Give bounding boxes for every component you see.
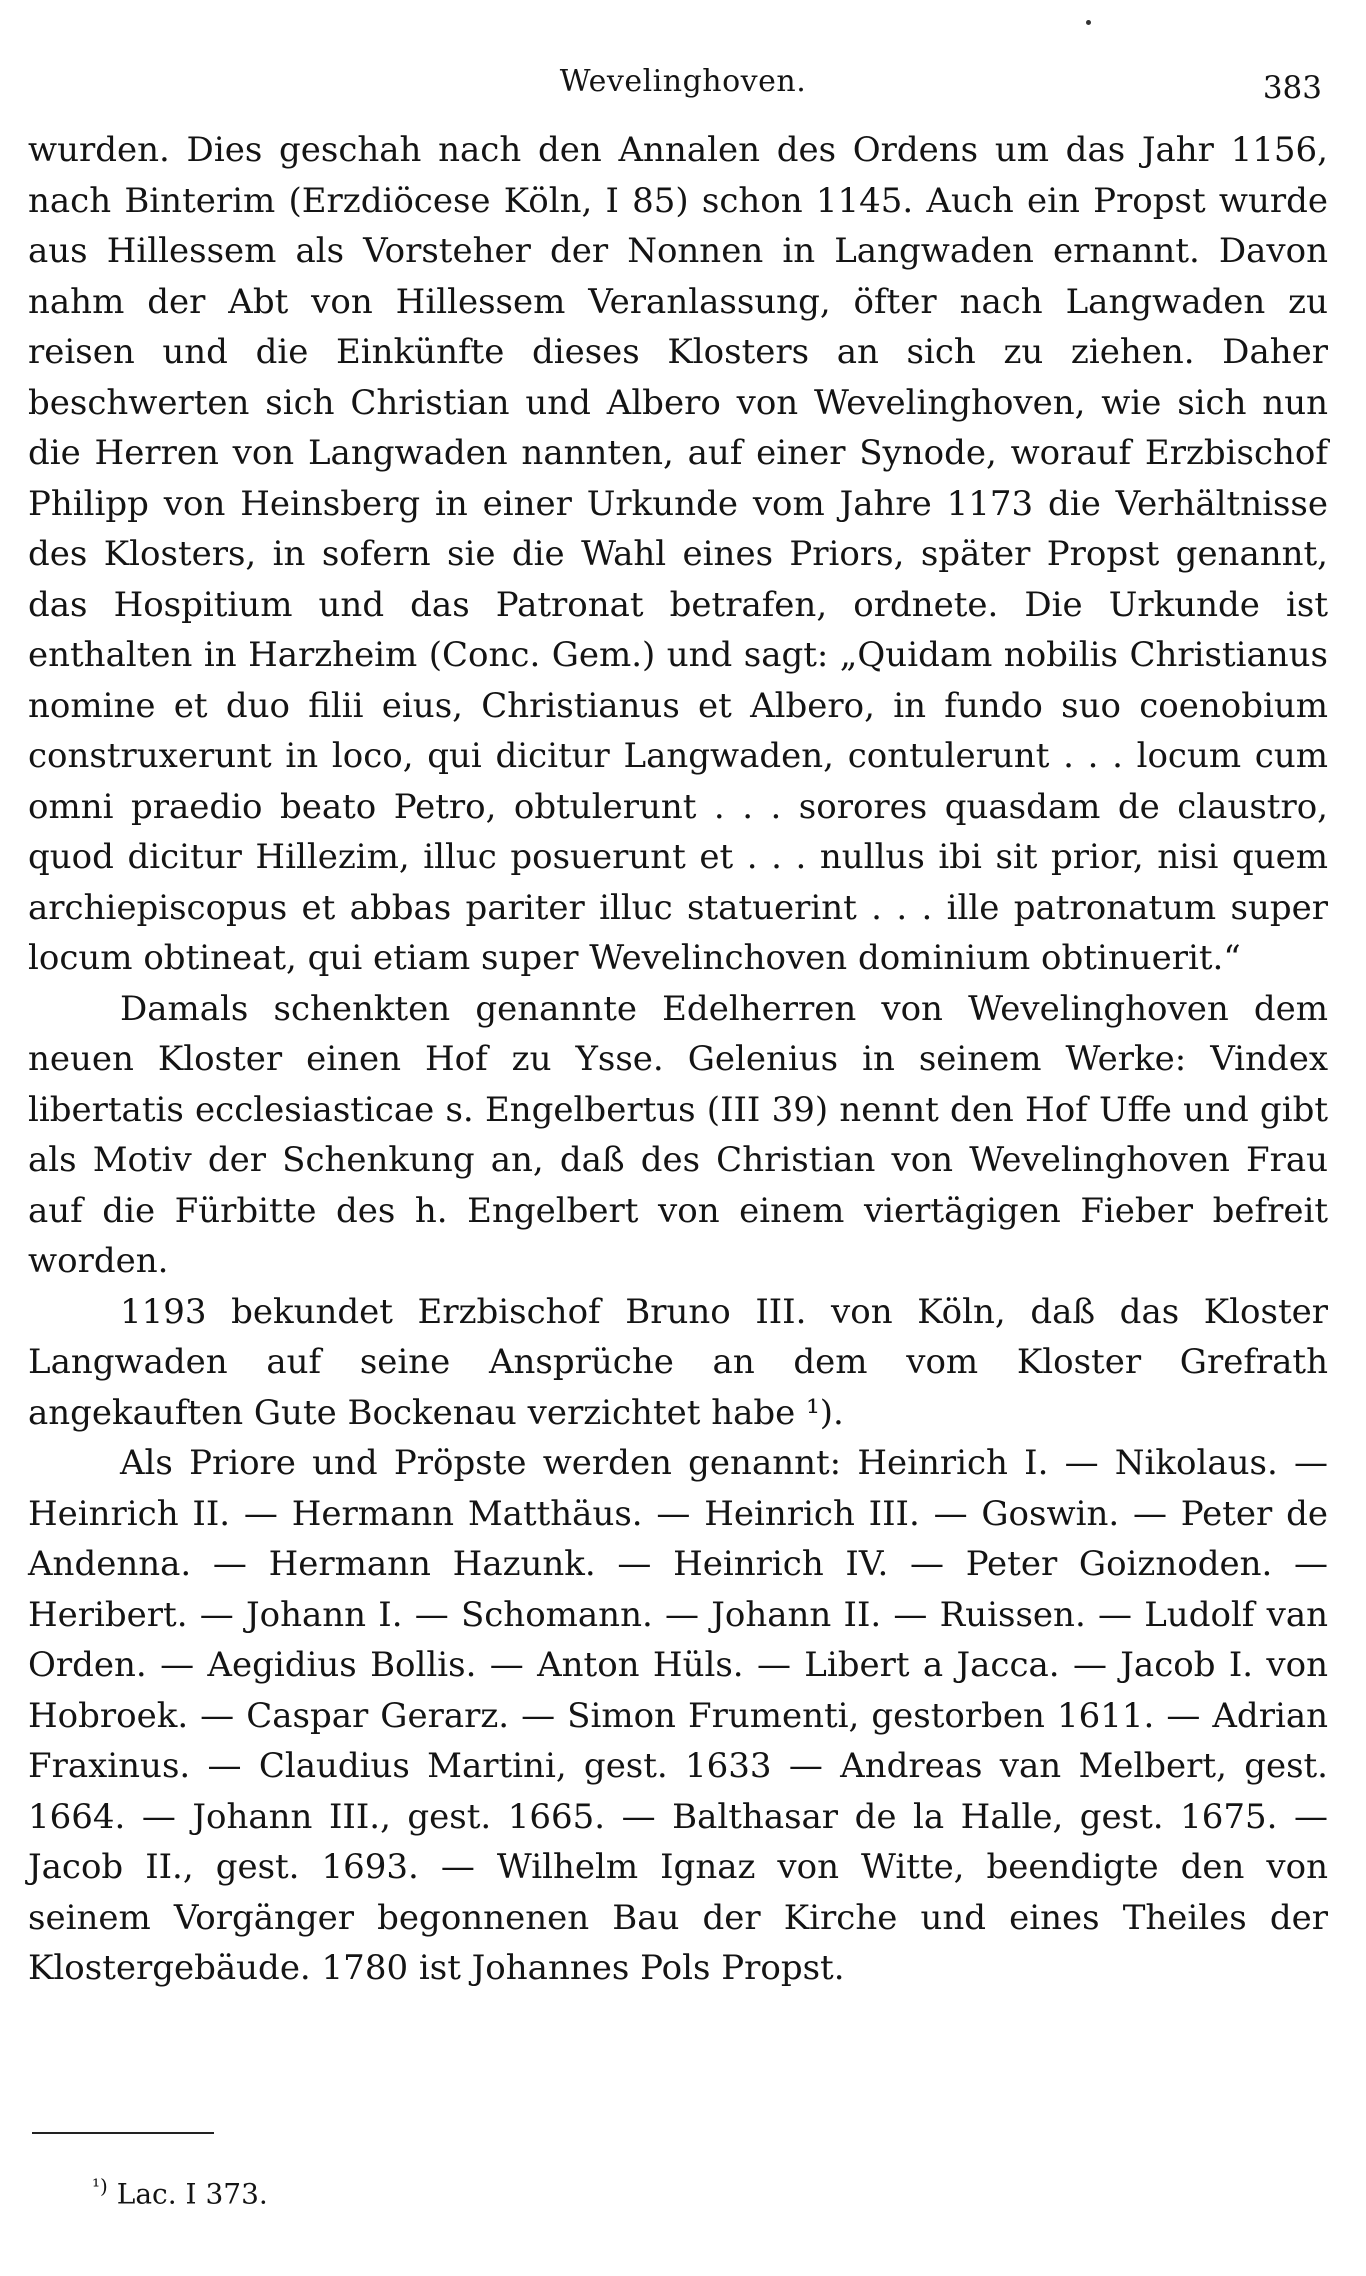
footnote-rule (32, 2132, 214, 2134)
paragraph-1: wurden. Dies geschah nach den Annalen des Ordens um das Jahr 1156, nach Binterim (Erzdiöcese Köln, I 85) schon 1145. Auch ein Propst wurde aus Hillessem als Vorsteher der Nonnen in Langwaden ernannt. Davon nahm der Abt von Hillessem Veranlassung, öfter nach Langwaden zu reisen und die Einkünfte dieses Klosters an sich zu ziehen. Daher beschwerten sich Christian und Albero von Wevelinghoven, wie sich nun die Herren von Langwaden nannten, auf einer Synode, worauf Erzbischof Philipp von Heinsberg in einer Urkunde vom Jahre 1173 die Verhältnisse des Klosters, in sofern sie die Wahl eines Priors, später Propst genannt, das Hospitium und das Patronat betrafen, ordnete. Die Urkunde ist enthalten in Harzheim (Conc. Gem.) und sagt: „Quidam nobilis Christianus nomine et duo filii eius, Christianus et Albero, in fundo suo coenobium construxerunt in loco, qui dicitur Langwaden, contulerunt . . . locum cum omni praedio beato Petro, obtulerunt . . . sorores quasdam de claustro, quod dicitur Hillezim, illuc posuerunt et . . . nullus ibi sit prior, nisi quem archiepiscopus et abbas pariter illuc statuerint . . . ille patronatum super locum obtineat, qui etiam super Wevelinchoven dominium obtinuerit.“ (28, 130, 1328, 978)
footnote (92, 2174, 268, 2210)
footnote-mark: ¹) (92, 2174, 108, 2198)
footnote-text: Lac. I 373. (116, 2177, 268, 2211)
body-text (28, 125, 1328, 1994)
page-number: 383 (1262, 70, 1322, 106)
paragraph-4: Als Priore und Pröpste werden genannt: Heinrich I. — Nikolaus. — Heinrich II. — Hermann Matthäus. — Heinrich III. — Goswin. — Peter de Andenna. — Hermann Hazunk. — Heinrich IV. — Peter Goiznoden. — Heribert. — Johann I. — Schomann. — Johann II. — Ruissen. — Ludolf van Orden. — Aegidius Bollis. — Anton Hüls. — Libert a Jacca. — Jacob I. von Hobroek. — Caspar Gerarz. — Simon Frumenti, gestorben 1611. — Adrian Fraxinus. — Claudius Martini, gest. 1633 — Andreas van Melbert, gest. 1664. — Johann III., gest. 1665. — Balthasar de la Halle, gest. 1675. — Jacob II., gest. 1693. — Wilhelm Ignaz von Witte, beendigte den von seinem Vorgänger begonnenen Bau der Kirche und eines Theiles der Klostergebäude. 1780 ist Johannes Pols Propst. (28, 1443, 1328, 1988)
paragraph-3: 1193 bekundet Erzbischof Bruno III. von Köln, daß das Kloster Langwaden auf seine Ansprüche an dem vom Kloster Grefrath angekauften Gute Bockenau verzichtet habe ¹). (28, 1291, 1328, 1433)
running-title: Wevelinghoven. (559, 64, 807, 99)
paragraph-2: Damals schenkten genannte Edelherren von Wevelinghoven dem neuen Kloster einen Hof zu Ysse. Gelenius in seinem Werke: Vindex libertatis ecclesiasticae s. Engelbertus (III 39) nennt den Hof Uffe und gibt als Motiv der Schenkung an, daß des Christian von Wevelinghoven Frau auf die Fürbitte des h. Engelbert von einem viertägigen Fieber befreit worden. (28, 988, 1328, 1281)
scan-speck (1086, 20, 1091, 25)
running-header (0, 62, 1366, 112)
